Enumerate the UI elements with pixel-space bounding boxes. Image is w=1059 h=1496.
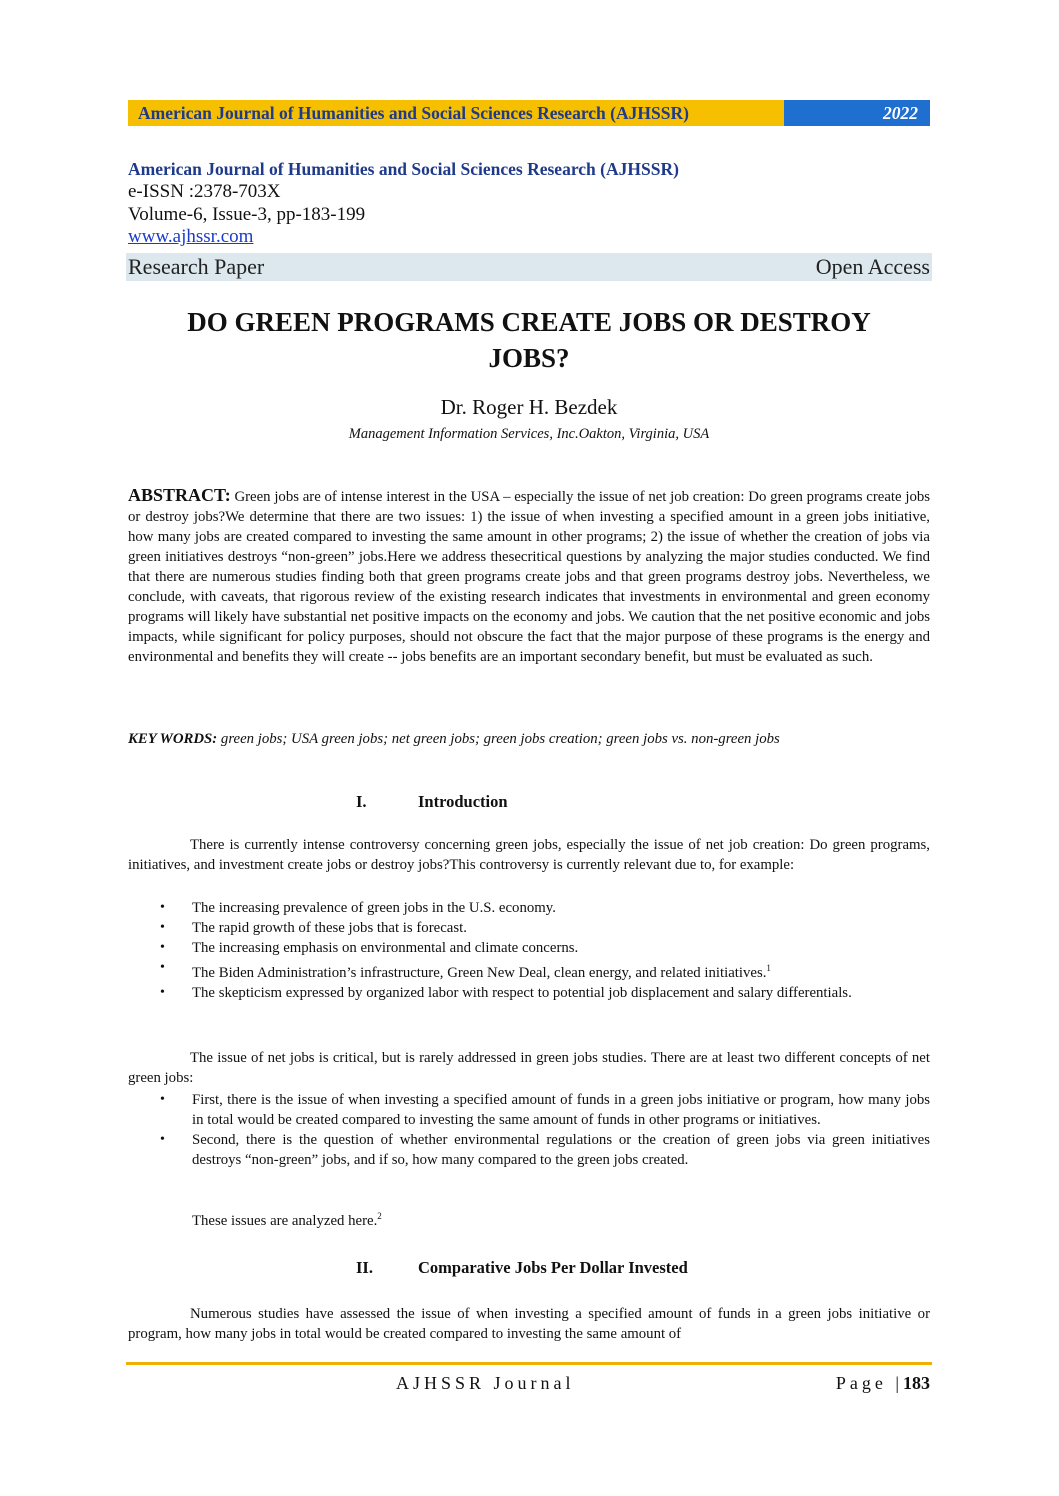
keywords-label: KEY WORDS: <box>128 731 218 747</box>
journal-website-link[interactable]: www.ajhssr.com <box>128 226 254 247</box>
paper-type-bar <box>126 253 932 281</box>
section-title: Comparative Jobs Per Dollar Invested <box>418 1258 688 1277</box>
page-label: Page | <box>835 1373 903 1393</box>
keywords-text: green jobs; USA green jobs; net green jobs; green jobs creation; green jobs vs. non-green jobs <box>220 731 780 747</box>
intro-paragraph-1: There is currently intense controversy concerning green jobs, especially the issue of net job creation: Do green programs, initiatives, and investment create jobs or destroy jobs?This controversy is currently relevant due to, for example: <box>128 837 930 873</box>
journal-meta <box>128 158 930 248</box>
issues-statement: These issues are analyzed here.$^2$ <box>192 1211 382 1229</box>
footnote-ref[interactable]: 2 <box>377 1211 382 1221</box>
page-number: 183 <box>903 1373 930 1393</box>
abstract-label: ABSTRACT: <box>128 485 231 505</box>
list-item: • The Biden Administration’s infrastructure, Green New Deal, clean energy, and related initiatives.$^1$ <box>128 958 930 983</box>
paper-type: Research Paper <box>128 254 265 279</box>
title-line-1: DO GREEN PROGRAMS CREATE JOBS OR DESTROY <box>187 307 871 337</box>
meta-issn: e-ISSN :2378-703X <box>128 181 281 202</box>
list-item: • The skepticism expressed by organized labor with respect to potential job displacement and salary differentials. <box>128 983 930 1003</box>
footer-page <box>836 1373 930 1394</box>
section-number: I. <box>356 792 367 811</box>
author-affiliation: Management Information Services, Inc.Oakton, Virginia, USA <box>348 426 710 442</box>
section2-paragraph-1: Numerous studies have assessed the issue of when investing a specified amount of funds in a green jobs initiative or program, how many jobs in total would be created compared to investing the same amount of <box>128 1306 930 1342</box>
author-name: Dr. Roger H. Bezdek <box>440 395 618 419</box>
title-line-2: JOBS? <box>488 343 570 373</box>
header-journal-name: American Journal of Humanities and Social Sciences Research (AJHSSR) <box>128 100 784 126</box>
section-number: II. <box>356 1258 373 1277</box>
meta-journal-name: American Journal of Humanities and Social Sciences Research (AJHSSR) <box>128 159 679 179</box>
paper-title <box>128 304 930 376</box>
intro-paragraph-2: The issue of net jobs is critical, but is rarely addressed in green jobs studies. There are at least two different concepts of net green jobs: <box>128 1050 930 1086</box>
controversy-reasons-list <box>128 898 930 1003</box>
footnote-ref[interactable]: 1 <box>766 963 771 973</box>
journal-header-bar <box>128 100 930 126</box>
footer-divider <box>126 1362 932 1365</box>
list-item: • The rapid growth of these jobs that is forecast. <box>128 918 930 938</box>
list-item: • First, there is the issue of when investing a specified amount of funds in a green jobs initiative or program, how many jobs in total would be created compared to investing the same amount of funds in other programs or initiatives. <box>128 1090 930 1130</box>
list-item: • The increasing prevalence of green jobs in the U.S. economy. <box>128 898 930 918</box>
access-type: Open Access <box>815 254 930 279</box>
meta-volume: Volume-6, Issue-3, pp-183-199 <box>128 204 366 225</box>
net-jobs-concepts-list <box>128 1090 930 1170</box>
keywords <box>128 729 930 749</box>
list-item: • The increasing emphasis on environmental and climate concerns. <box>128 938 930 958</box>
abstract <box>128 485 930 667</box>
footer-journal: AJHSSR Journal <box>396 1373 575 1393</box>
header-year: 2022 <box>784 100 930 126</box>
abstract-text: Green jobs are of intense interest in the USA – especially the issue of net job creation: Do green programs create jobs or destroy jobs?We determine that there are two issues: 1) the issue of when investing a specified amount in a green jobs initiative, how many jobs are created compared to investing the same amount in other programs; 2) the issue of whether the creation of jobs via green initiatives destroys “non-green” jobs.Here we address thesecritical questions by analyzing the major studies conducted. We find that there are numerous studies finding both that green programs create jobs and that green programs destroy jobs. Nevertheless, we conclude, with caveats, that rigorous review of the existing research indicates that investments in environmental and green economy programs will likely have substantial net positive impacts on the economy and jobs. We caution that the net positive economic and jobs impacts, while significant for policy purposes, should not obscure the fact that the major purpose of these programs is the energy and environmental and benefits they will create -- jobs benefits are an important secondary benefit, but must be evaluated as such. <box>128 489 931 665</box>
list-item: • Second, there is the question of whether environmental regulations or the creation of green jobs via green initiatives destroys “non-green” jobs, and if so, how many compared to the green jobs created. <box>128 1130 930 1170</box>
section-title: Introduction <box>418 792 508 811</box>
